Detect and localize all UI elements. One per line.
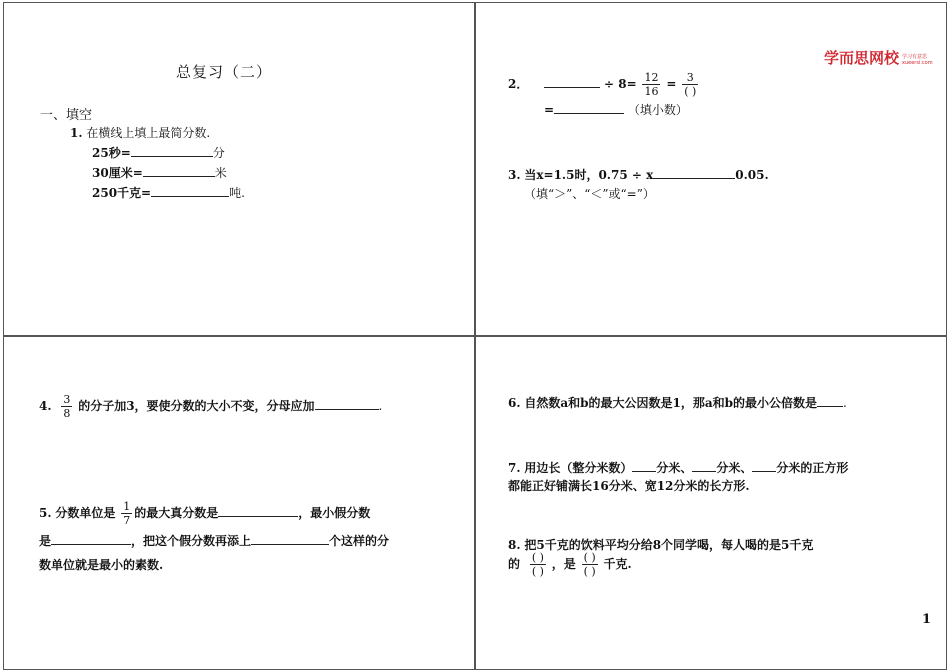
- answer-blank[interactable]: [554, 101, 624, 114]
- slide-panel-4: [475, 336, 947, 670]
- fraction-numerator: 1: [123, 500, 131, 513]
- section-heading: 一、填空: [40, 108, 93, 123]
- brand-logo: [824, 47, 933, 68]
- q8-blank-fraction-2[interactable]: [582, 551, 598, 578]
- q1-line-unit: 分: [212, 146, 225, 160]
- question-text: 0.05.: [735, 168, 769, 182]
- brand-name: 学而思网校: [824, 49, 900, 67]
- question-5: [39, 500, 370, 527]
- answer-blank[interactable]: [51, 532, 131, 545]
- q1-line-kilograms: [92, 184, 245, 201]
- fraction-numerator: 3: [682, 71, 698, 85]
- fraction-denominator[interactable]: ( ): [583, 565, 596, 578]
- q2-hint: （填小数）: [627, 103, 688, 117]
- q2-divide: ÷ 8=: [604, 77, 637, 91]
- answer-blank[interactable]: [251, 532, 329, 545]
- fraction-denominator: 16: [644, 85, 659, 98]
- question-7-line-2: 都能正好铺满长16分米、宽12分米的长方形.: [508, 479, 750, 493]
- question-2: [508, 71, 700, 98]
- q3-hint: （填“＞”、“＜”或“=”）: [524, 187, 655, 201]
- question-8-line-2: [508, 551, 632, 578]
- slide-panel-2: [475, 2, 947, 336]
- q1-line-label: 250千克=: [92, 186, 152, 200]
- question-number: 4.: [39, 399, 52, 413]
- question-5-line-2: [39, 532, 389, 549]
- question-number: 2．: [508, 77, 529, 91]
- question-text: .: [843, 396, 847, 410]
- question-4: [39, 393, 382, 420]
- answer-blank[interactable]: [632, 459, 656, 472]
- question-text: ，最小假分数: [298, 506, 371, 520]
- question-text: .: [378, 399, 383, 413]
- q1-line-label: 30厘米=: [92, 166, 143, 180]
- question-text: ，把这个假分数再添上: [131, 534, 252, 548]
- q2-fraction-12-16: [642, 71, 660, 98]
- fraction-denominator: 7: [123, 514, 131, 527]
- page-number: 1: [922, 612, 932, 627]
- brand-tagline: 学习有意思: [902, 53, 928, 60]
- question-1: [70, 124, 210, 141]
- brand-url: xueersi.com: [902, 59, 933, 66]
- q1-line-label: 25秒=: [92, 146, 131, 160]
- answer-blank[interactable]: [143, 164, 215, 177]
- fraction-denominator: 8: [63, 407, 71, 420]
- answer-blank[interactable]: [315, 397, 379, 410]
- question-text: 的分子加3，要使分数的大小不变，分母应加: [78, 399, 315, 413]
- question-text: 千克.: [603, 557, 632, 571]
- question-text: 用边长（整分米数）: [524, 461, 633, 475]
- question-text: 把5千克的饮料平均分给8个同学喝，每人喝的是5千克: [524, 538, 814, 552]
- question-6: [508, 394, 847, 411]
- fraction-numerator[interactable]: ( ): [583, 551, 596, 564]
- question-text: 的: [508, 557, 521, 571]
- question-text: 个这样的分: [329, 534, 390, 548]
- answer-blank[interactable]: [752, 459, 776, 472]
- answer-blank[interactable]: [131, 144, 213, 157]
- question-text: 自然数a和b的最大公因数是1，那a和b的最小公倍数是: [524, 396, 818, 410]
- answer-blank[interactable]: [692, 459, 716, 472]
- question-text: 分米的正方形: [776, 461, 849, 475]
- question-7: [508, 459, 848, 476]
- question-number: 1.: [70, 126, 83, 140]
- answer-blank[interactable]: [151, 184, 229, 197]
- question-5-line-3: 数单位就是最小的素数.: [39, 558, 164, 572]
- q2-equals: =: [666, 77, 677, 91]
- q5-fraction-1-7: [121, 500, 132, 527]
- q2-fraction-3-blank: [682, 71, 698, 98]
- fraction-denominator[interactable]: ( ): [531, 565, 544, 578]
- q2-equals: =: [544, 103, 555, 117]
- question-number: 5.: [39, 506, 52, 520]
- q1-line-centimeters: [92, 164, 227, 181]
- question-2-line-2: [544, 101, 688, 118]
- question-text: 分数单位是: [55, 506, 116, 520]
- question-number: 8.: [508, 538, 521, 552]
- slide-panel-3: [3, 336, 475, 670]
- question-number: 3.: [508, 168, 521, 182]
- page-title: 总复习（二）: [176, 63, 273, 81]
- q1-line-unit: 吨.: [229, 186, 245, 200]
- fraction-numerator: 12: [644, 71, 659, 84]
- answer-blank[interactable]: [218, 504, 298, 517]
- fraction-numerator: 3: [63, 393, 71, 406]
- question-text: 分米、: [716, 461, 753, 475]
- question-text: 当x=1.5时，0.75 ÷ x: [524, 168, 654, 182]
- question-text: 是: [39, 534, 52, 548]
- question-text: 在横线上填上最简分数.: [86, 126, 211, 140]
- question-text: ，是: [551, 557, 576, 571]
- slide-panel-1: [3, 2, 475, 336]
- question-3: [508, 166, 769, 183]
- q1-line-seconds: [92, 144, 225, 161]
- answer-blank[interactable]: [544, 75, 600, 88]
- fraction-numerator[interactable]: ( ): [531, 551, 544, 564]
- answer-blank[interactable]: [817, 394, 843, 407]
- fraction-denominator[interactable]: ( ): [684, 85, 697, 98]
- brand-tagline-block: [902, 54, 933, 66]
- question-text: 的最大真分数是: [134, 506, 219, 520]
- answer-blank[interactable]: [653, 166, 735, 179]
- q8-blank-fraction-1[interactable]: [530, 551, 546, 578]
- q4-fraction-3-8: [61, 393, 72, 420]
- question-text: 分米、: [656, 461, 693, 475]
- question-number: 6.: [508, 396, 521, 410]
- question-number: 7.: [508, 461, 521, 475]
- q1-line-unit: 米: [214, 166, 227, 180]
